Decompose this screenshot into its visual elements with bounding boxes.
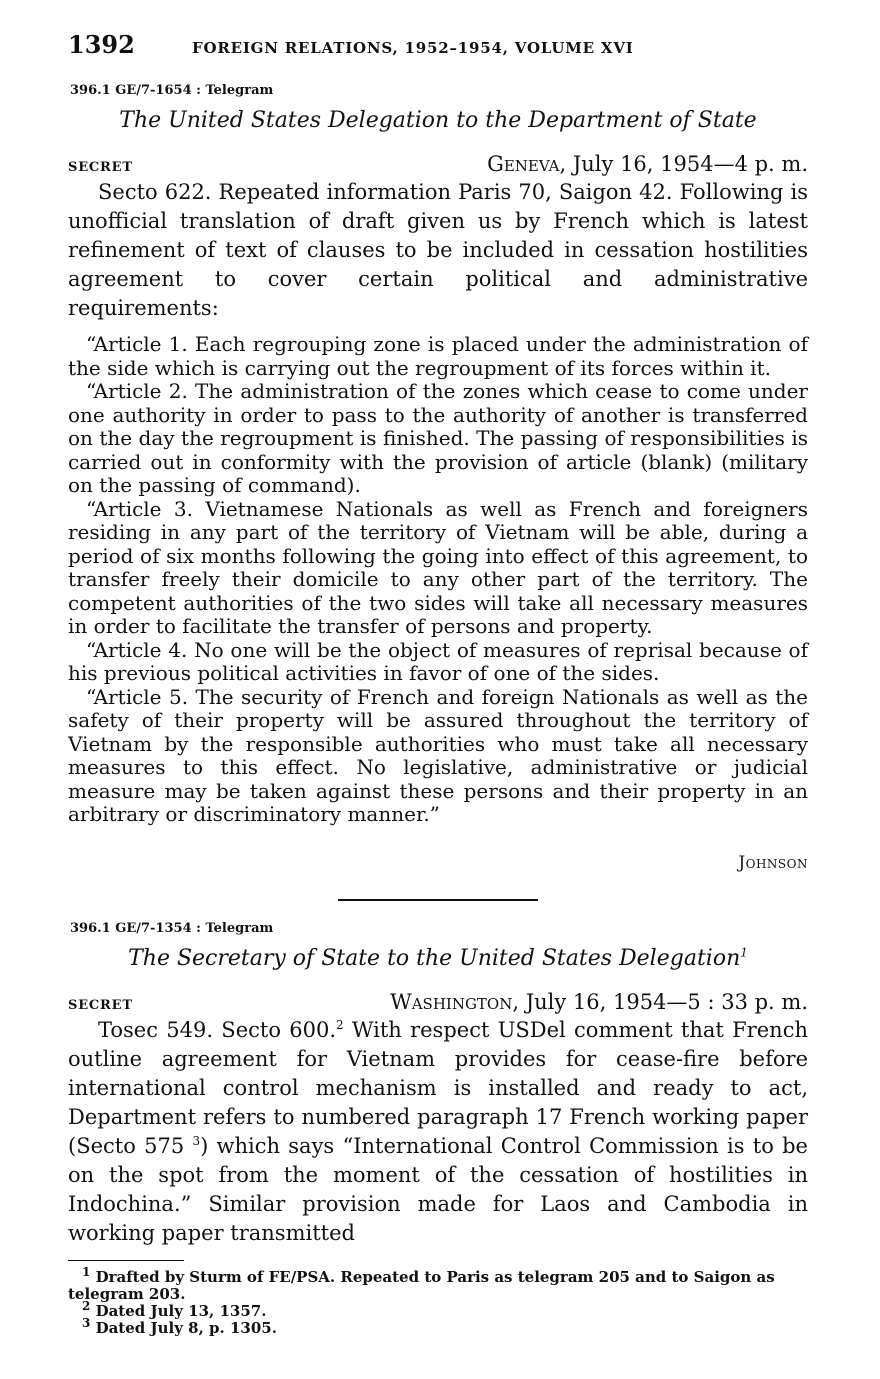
- footnote-marker: 2: [336, 1017, 344, 1032]
- footnote-rule: [68, 1260, 184, 1261]
- document-reference: 396.1 GE/7-1354 : Telegram: [70, 920, 274, 936]
- article-quote-block: [68, 333, 808, 827]
- footnote: [68, 1315, 808, 1337]
- document-page: [68, 30, 808, 1337]
- article-paragraph: “Article 2. The administration of the zones which cease to come under one authority in order to pass to the authority of another is transferred on the day the regroupment is finished. The passing of responsibilities is carried out in conformity with the provision of article (blank) (military on the passing of command).: [68, 379, 808, 497]
- running-head: [68, 30, 808, 70]
- footnotes: [68, 1264, 808, 1337]
- dateline-place: Washington: [390, 989, 513, 1014]
- classification-line: [68, 990, 808, 1014]
- document-reference: 396.1 GE/7-1654 : Telegram: [70, 83, 274, 98]
- footnote: [68, 1264, 808, 1303]
- footnote-marker: 3: [192, 1133, 201, 1148]
- dateline-date: , July 16, 1954—4 p. m.: [559, 152, 808, 176]
- dateline: [390, 990, 808, 1014]
- classification-label: SECRET: [68, 160, 133, 175]
- dateline-date: , July 16, 1954—5 : 33 p. m.: [512, 989, 808, 1014]
- body-text-segment: ) which says “International Control Commission is to be on the spot from the moment of the cessation of hostilities in Indochina.” Similar provision made for Laos and Cambodia in working paper transmitted: [68, 1133, 808, 1245]
- section-divider: [338, 899, 538, 901]
- footnote: [68, 1298, 808, 1320]
- footnote-text: Dated July 13, 1357.: [90, 1301, 267, 1320]
- footnote-text: Dated July 8, p. 1305.: [90, 1318, 277, 1337]
- article-paragraph: “Article 5. The security of French and foreign Nationals as well as the safety of their property will be assured throughout the territory of Vietnam by the responsible authorities who must take all necessary measures to this effect. No legislative, administrative or judicial measure may be taken against these persons and their property in an arbitrary or discriminatory manner.”: [68, 684, 808, 826]
- footnote-mark: 1: [82, 1264, 91, 1279]
- footnote-marker: 1: [740, 945, 748, 960]
- document-heading: [68, 944, 808, 974]
- dateline-place: Geneva: [487, 152, 560, 176]
- document-heading-text: The Secretary of State to the United States Delegation: [128, 945, 741, 971]
- footnote-mark: 2: [82, 1298, 91, 1313]
- telegram-body: [68, 1016, 808, 1248]
- article-paragraph: “Article 3. Vietnamese Nationals as well as French and foreigners residing in any part of the territory of Vietnam will be able, during a period of six months following the going into effect of this agreement, to transfer freely their domicile to any other part of the territory. The competent authorities of the two sides will take all necessary measures in order to facilitate the transfer of persons and property.: [68, 496, 808, 638]
- page-number: 1392: [68, 30, 135, 59]
- classification-line: [68, 152, 808, 176]
- footnote-mark: 3: [82, 1315, 91, 1330]
- classification-label: SECRET: [68, 997, 133, 1013]
- dateline: [487, 152, 808, 176]
- body-text-segment: With respect USDel comment that French outline agreement for Vietnam provides for cease-fire before international control mechanism is installed and ready to act, Department refers to numbered paragraph 17 French working paper (Secto 575: [68, 1017, 808, 1158]
- document-heading: The United States Delegation to the Department of State: [119, 108, 757, 133]
- running-title: FOREIGN RELATIONS, 1952–1954, VOLUME XVI: [192, 39, 634, 57]
- article-paragraph: “Article 1. Each regrouping zone is placed under the administration of the side which is carrying out the regroupment of its forces within it.: [68, 332, 808, 380]
- body-text-segment: Tosec 549. Secto 600.: [98, 1017, 336, 1042]
- telegram-intro: Secto 622. Repeated information Paris 70, Saigon 42. Following is unofficial translation of draft given us by French which is latest refinement of text of clauses to be included in cessation hostilities agreement to cover certain political and administrative requirements:: [68, 180, 808, 320]
- article-paragraph: “Article 4. No one will be the object of measures of reprisal because of his previous political activities in favor of one of the sides.: [68, 637, 808, 685]
- signature: Johnson: [738, 852, 808, 873]
- footnote-text: Drafted by Sturm of FE/PSA. Repeated to Paris as telegram 205 and to Saigon as telegram 203.: [68, 1267, 775, 1303]
